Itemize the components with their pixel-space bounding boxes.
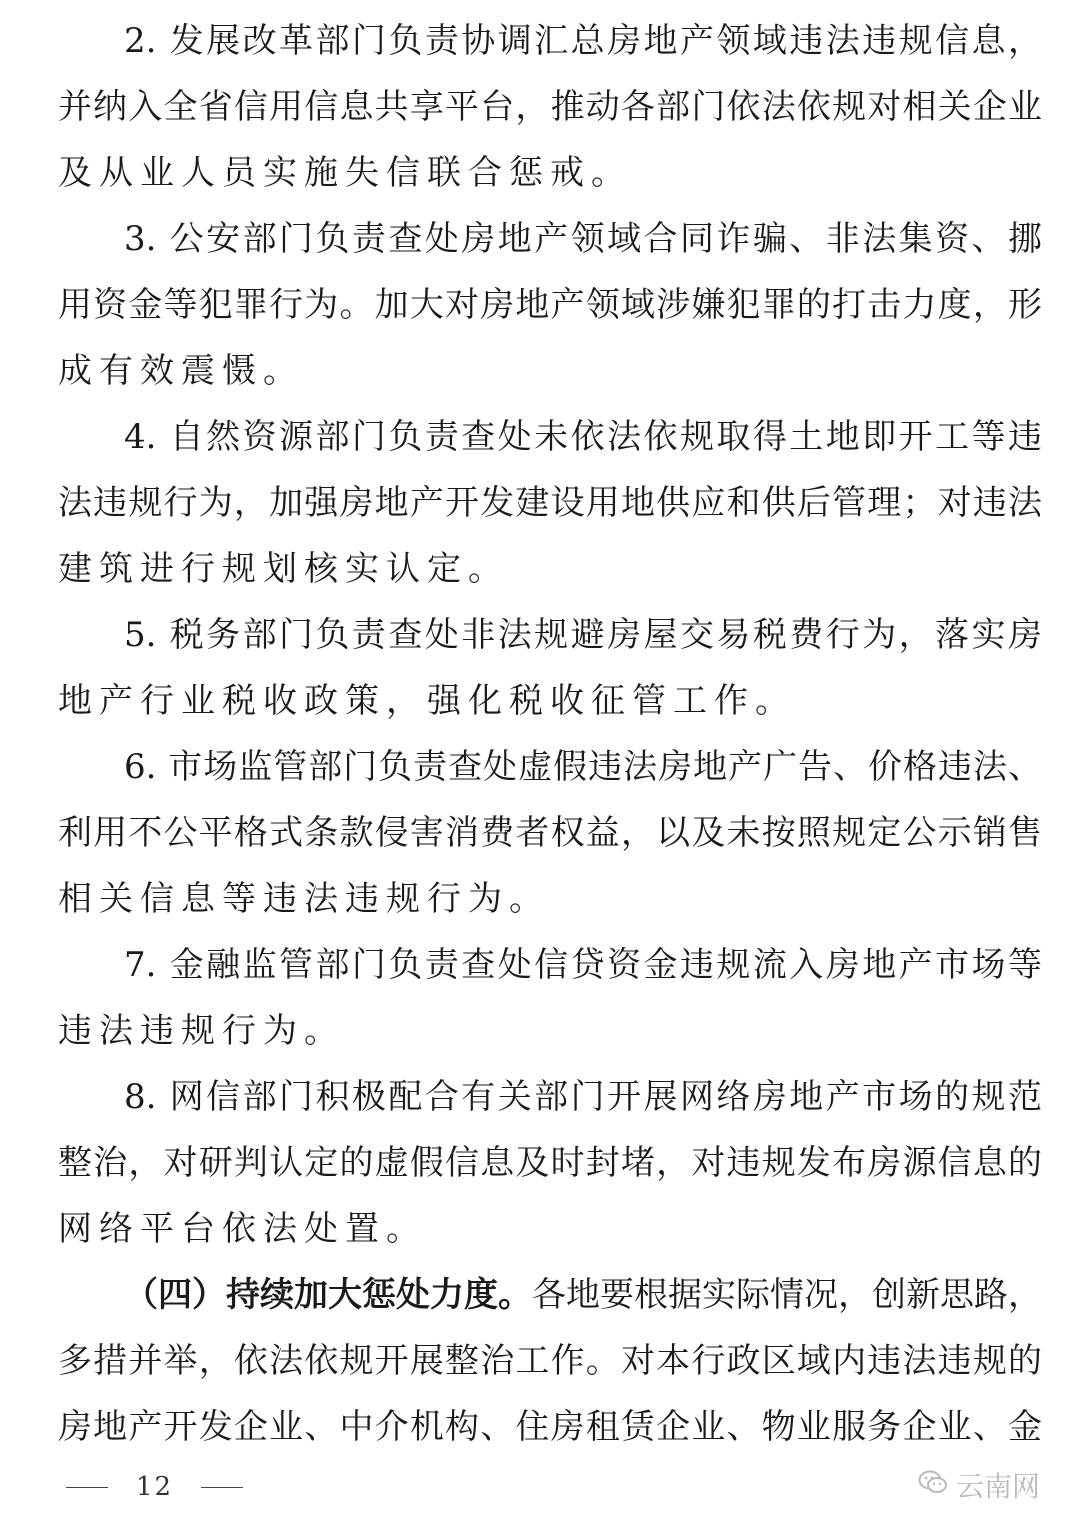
paragraph-line: 成有效震慑。: [58, 351, 304, 391]
paragraph-line: 利用不公平格式条款侵害消费者权益，以及未按照规定公示销售: [58, 813, 1042, 853]
paragraph-line: 及从业人员实施失信联合惩戒。: [58, 153, 632, 193]
paragraph-line: 5. 税务部门负责查处非法规避房屋交易税费行为，落实房: [124, 615, 1042, 655]
wechat-icon: [918, 1469, 948, 1502]
paragraph-line: 3. 公安部门负责查处房地产领域合同诈骗、非法集资、挪: [124, 219, 1042, 259]
paragraph-line: 建筑进行规划核实认定。: [58, 549, 509, 589]
paragraph-line: 用资金等犯罪行为。加大对房地产领域涉嫌犯罪的打击力度，形: [58, 285, 1042, 325]
paragraph-line: 2. 发展改革部门负责协调汇总房地产领域违法违规信息，: [124, 21, 1042, 61]
watermark: [918, 1462, 1040, 1508]
page-footer: [66, 1465, 243, 1509]
watermark-text: 云南网: [955, 1470, 1040, 1503]
footer-dash-left: [66, 1487, 108, 1488]
paragraph-line: 房地产开发企业、中介机构、住房租赁企业、物业服务企业、金: [58, 1407, 1042, 1447]
paragraph-line: 网络平台依法处置。: [58, 1209, 427, 1249]
paragraph-line: 4. 自然资源部门负责查处未依法依规取得土地即开工等违: [124, 417, 1042, 457]
paragraph-line: 相关信息等违法违规行为。: [58, 879, 550, 919]
section-heading-rest: 各地要根据实际情况，创新思路，: [532, 1275, 1042, 1315]
paragraph-line: 法违规行为，加强房地产开发建设用地供应和供后管理；对违法: [58, 483, 1042, 523]
section-heading-line: [124, 1262, 1042, 1328]
paragraph-line: 7. 金融监管部门负责查处信贷资金违规流入房地产市场等: [124, 945, 1042, 985]
paragraph-line: 8. 网信部门积极配合有关部门开展网络房地产市场的规范: [124, 1077, 1042, 1117]
paragraph-line: 多措并举，依法依规开展整治工作。对本行政区域内违法违规的: [58, 1341, 1042, 1381]
paragraph-line: 地产行业税收政策，强化税收征管工作。: [58, 681, 796, 721]
page-number: 12: [136, 1472, 174, 1502]
paragraph-line: 违法违规行为。: [58, 1011, 345, 1051]
section-heading: （四）持续加大惩处力度。: [124, 1275, 532, 1315]
paragraph-line: 并纳入全省信用信息共享平台，推动各部门依法依规对相关企业: [58, 87, 1042, 127]
paragraph-line: 整治，对研判认定的虚假信息及时封堵，对违规发布房源信息的: [58, 1143, 1042, 1183]
footer-dash-right: [201, 1487, 243, 1488]
paragraph-line: 6. 市场监管部门负责查处虚假违法房地产广告、价格违法、: [124, 747, 1042, 787]
